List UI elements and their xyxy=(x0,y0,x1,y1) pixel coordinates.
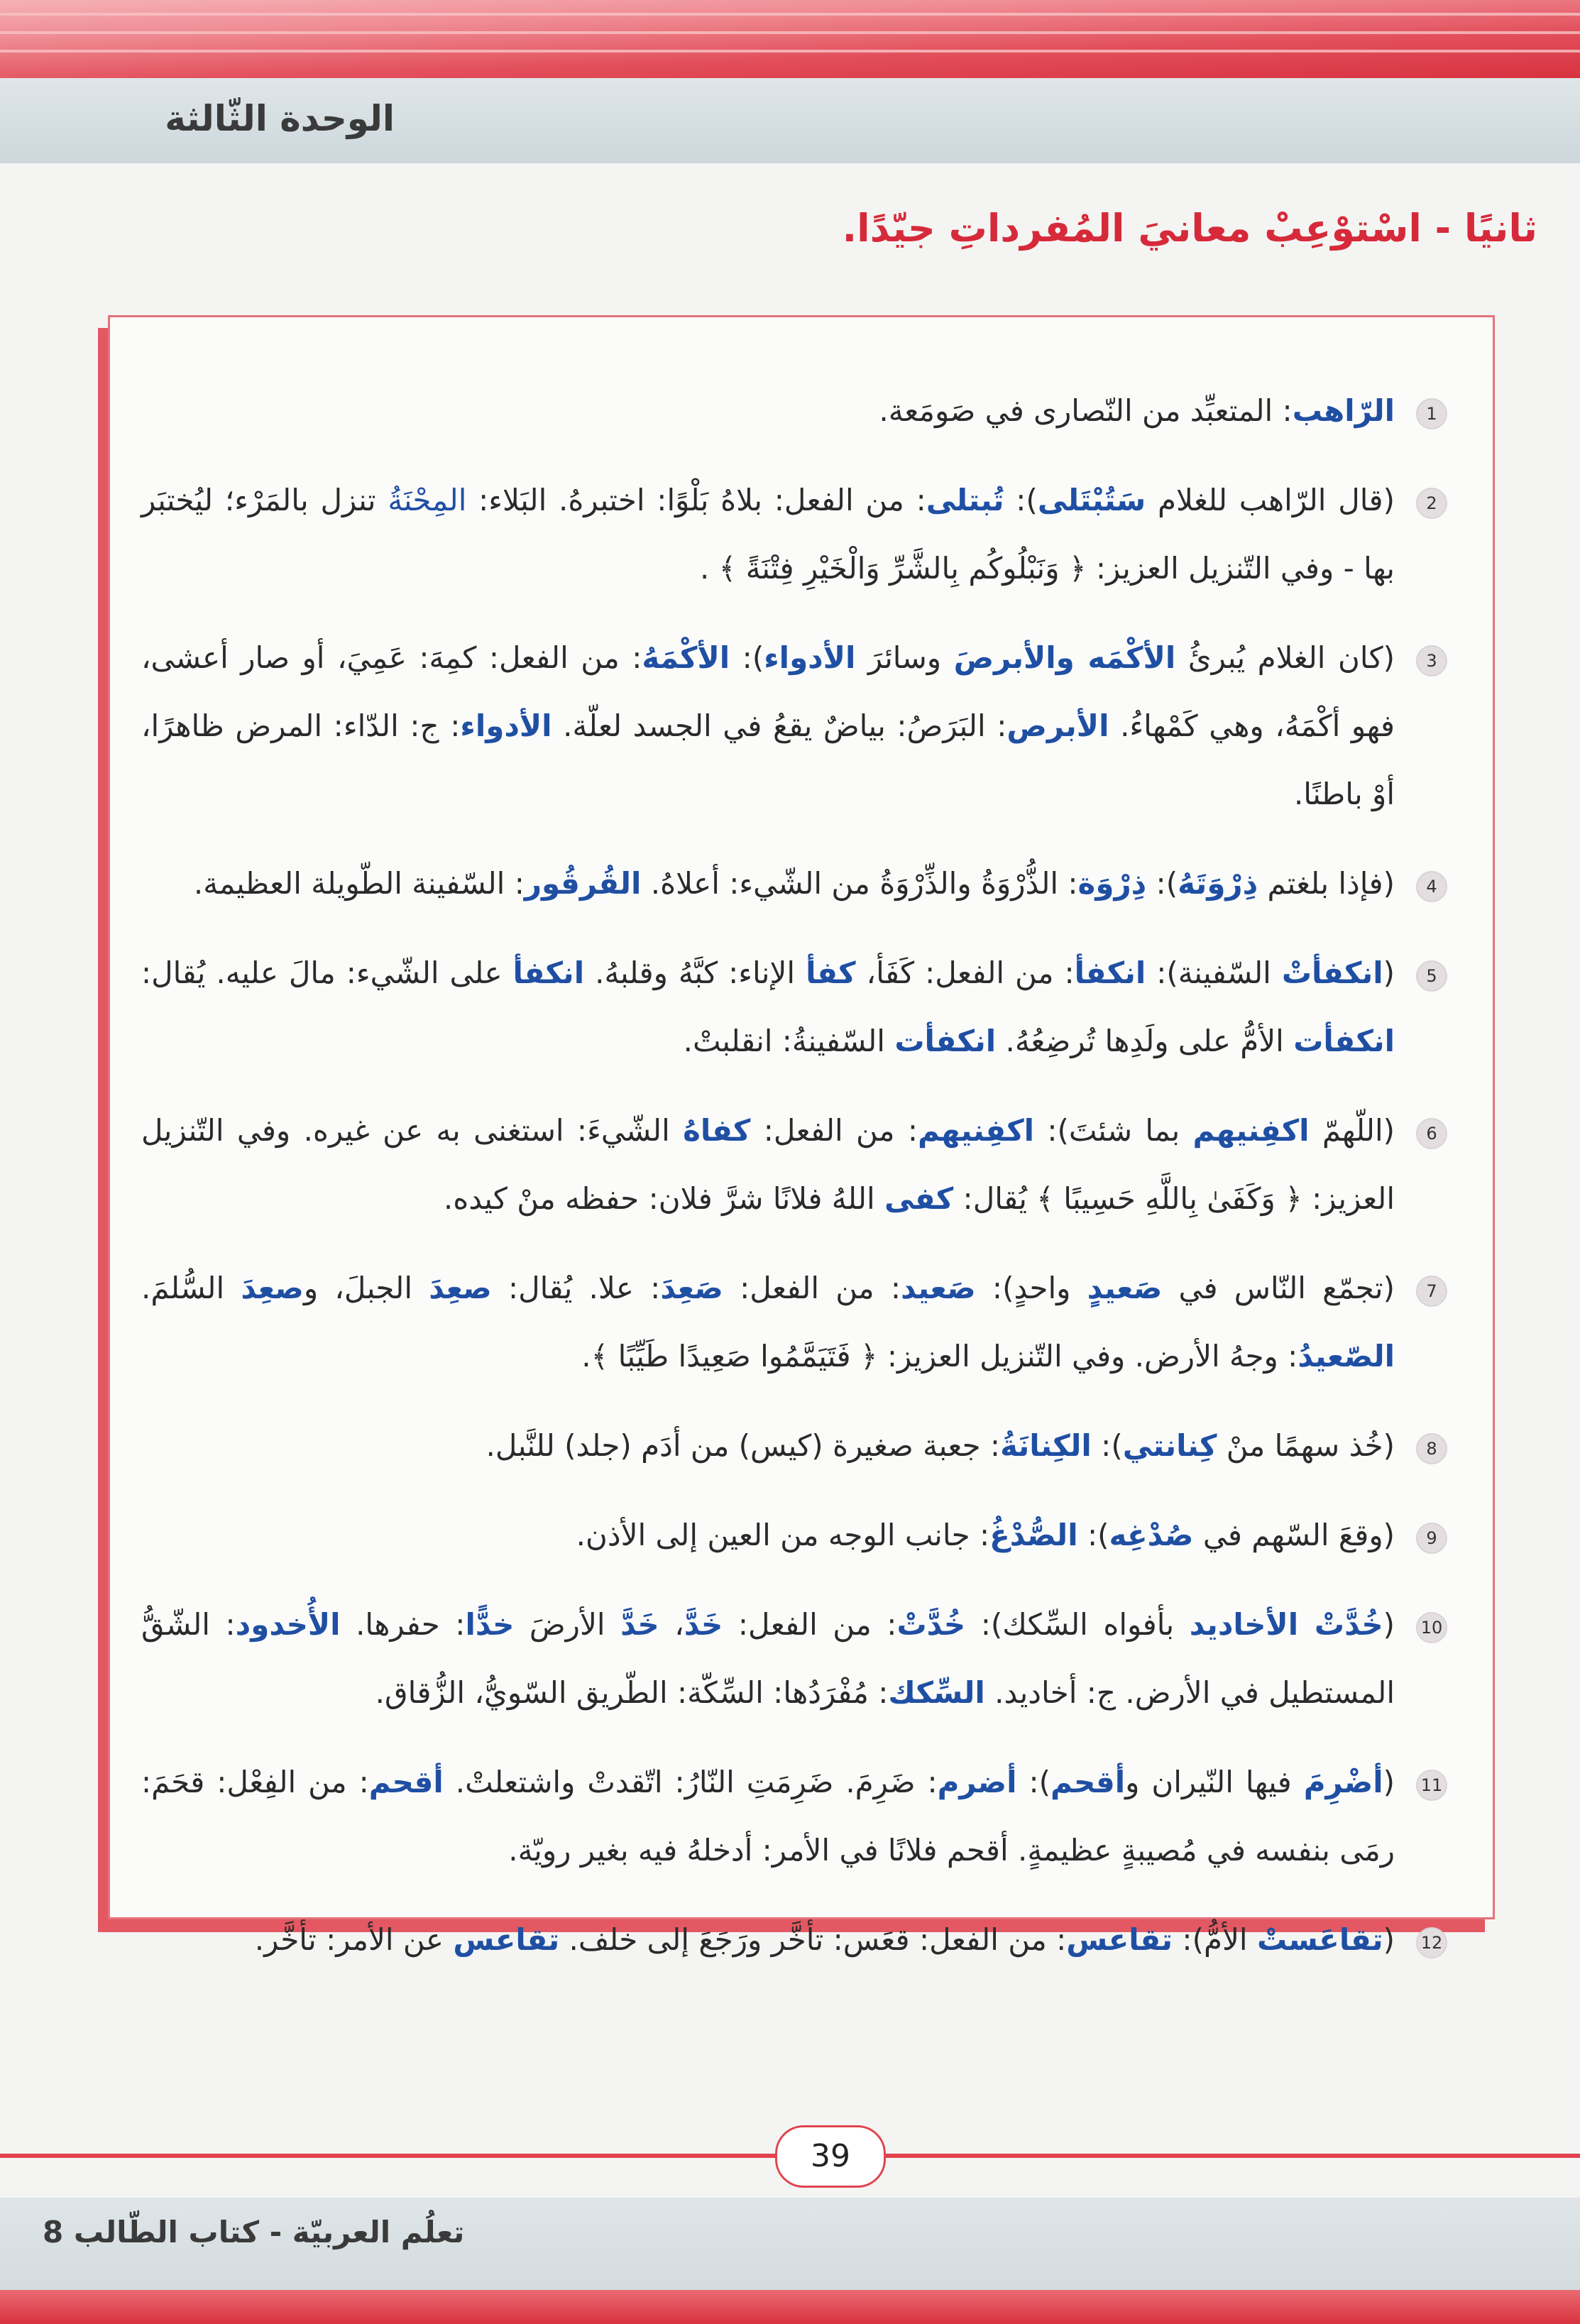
definition-text: : من الفعل: xyxy=(750,1113,918,1148)
vocabulary-item xyxy=(141,939,1447,1075)
page-number: 39 xyxy=(775,2125,886,2188)
keyword: اكفِنيهم xyxy=(918,1113,1035,1148)
definition-text: : البَرَصُ: بياضٌ يقعُ في الجسد لعلّة. xyxy=(552,708,1007,743)
keyword: المِحْنَةُ xyxy=(388,483,467,517)
item-text xyxy=(255,1922,1395,1957)
definition-text: : المتعبِّد من النّصارى في صَومَعة. xyxy=(879,393,1293,428)
keyword: تُبتلى xyxy=(926,483,1004,517)
keyword: ذِرْوَة xyxy=(1077,866,1147,901)
keyword: القُرقُور xyxy=(524,866,642,901)
definition-text: ): xyxy=(1146,866,1178,901)
book-title: تعلُم العربيّة - كتاب الطّالب 8 xyxy=(43,2215,465,2249)
definition-text: : مُفْرَدُها: السِّكّة: الطّريق السّويُّ، الزُّقاق. xyxy=(375,1675,889,1710)
definition-text: : حفرها. xyxy=(340,1607,466,1642)
keyword: كفأ xyxy=(806,955,856,990)
ribbon-stripe xyxy=(0,13,1580,16)
unit-title: الوحدة الثّالثة xyxy=(165,98,395,139)
keyword: انكفأ xyxy=(512,955,585,990)
item-number-badge: 8 xyxy=(1416,1433,1447,1464)
definition-text: ): xyxy=(1016,1765,1051,1799)
definition-text: الأمُّ على ولَدِها تُرضِعُهُ. xyxy=(996,1024,1294,1058)
keyword: تقاعس xyxy=(453,1922,560,1957)
vocabulary-item xyxy=(141,624,1447,828)
definition-text: : ج: الدّاء: المرض ظاهرًا، أوْ باطنًا. xyxy=(141,708,1395,811)
vocabulary-list xyxy=(141,377,1447,1995)
item-number-badge: 5 xyxy=(1416,960,1447,992)
item-text xyxy=(141,1271,1395,1374)
definition-text: السُّلمَ. xyxy=(141,1271,241,1305)
definition-text: الشّيءَ: استغنى به عن غيره. وفي التّنزيل العزيز: ﴿ xyxy=(141,1113,1395,1216)
ribbon-stripe xyxy=(0,50,1580,53)
definition-text: : علا. يُقال: xyxy=(491,1271,661,1305)
keyword: الرّاهب xyxy=(1292,393,1395,428)
footer-red-band xyxy=(0,2290,1580,2324)
vocabulary-item xyxy=(141,1906,1447,1974)
item-number-badge: 4 xyxy=(1416,871,1447,902)
keyword: أقحم xyxy=(1050,1765,1126,1799)
vocabulary-item xyxy=(141,466,1447,603)
definition-text: : ضَرِمَ. ضَرِمَتِ النّارُ: اتّقدتْ واشتعلتْ. xyxy=(443,1765,938,1799)
definition-text: (قال الرّاهب للغلام xyxy=(1146,483,1395,517)
item-text xyxy=(141,640,1395,811)
item-number-badge: 10 xyxy=(1416,1612,1447,1643)
keyword: الأدواء xyxy=(764,640,856,675)
keyword: كِنانتي xyxy=(1122,1428,1217,1463)
keyword: صعِدَ xyxy=(429,1271,492,1305)
definition-text: اللهُ فلانًا شرَّ فلان: حفظه منْ كيده. xyxy=(443,1181,885,1216)
definition-text: : الشّقُّ المستطيل في الأرض. ج: أخاديد. xyxy=(141,1607,1395,1710)
keyword: الكِنانَةُ xyxy=(1000,1428,1092,1463)
item-text xyxy=(141,955,1395,1058)
keyword: انكفأتْ xyxy=(1281,955,1383,990)
item-text xyxy=(141,1765,1395,1868)
keyword: الأُخدود xyxy=(235,1607,341,1642)
definition-text: السّفينة): xyxy=(1146,955,1282,990)
definition-text: ): xyxy=(730,640,764,675)
item-number-badge: 12 xyxy=(1416,1927,1447,1958)
keyword: صَعيد xyxy=(901,1271,976,1305)
quran-quote: وَنَبْلُوكُم بِالشَّرِّ وَالْخَيْرِ فِتْنَةً xyxy=(745,551,1060,586)
keyword: انكفأت xyxy=(1293,1024,1395,1058)
keyword: سَتُبْتَلى xyxy=(1037,483,1146,517)
item-number-badge: 7 xyxy=(1416,1276,1447,1307)
keyword: السِّكك xyxy=(888,1675,985,1710)
item-number-badge: 11 xyxy=(1416,1770,1447,1801)
definition-text: بما شئتَ): xyxy=(1034,1113,1193,1148)
definition-text: : وجهُ الأرض. وفي التّنزيل العزيز: ﴿ xyxy=(850,1339,1298,1374)
definition-text: : من الفعل: كمِهَ: عَمِيَ، أو صار أعشى، فهو أكْمَهُ، وهي كَمْهاءُ. xyxy=(141,640,1395,743)
definition-text: بأفواه السِّكك): xyxy=(965,1607,1190,1642)
keyword: أضرم xyxy=(937,1765,1017,1799)
keyword: كفاهُ xyxy=(683,1113,751,1148)
item-number-badge: 3 xyxy=(1416,645,1447,676)
item-text xyxy=(486,1428,1395,1463)
keyword: صعِدَ xyxy=(241,1271,304,1305)
definition-text: (تجمّع النّاس في xyxy=(1162,1271,1395,1305)
definition-text: (وقعَ السّهم في xyxy=(1193,1518,1395,1552)
keyword: خدًّا xyxy=(465,1607,515,1642)
item-text xyxy=(879,393,1395,428)
definition-text: واحدٍ): xyxy=(975,1271,1087,1305)
definition-text: : جانب الوجه من العين إلى الأذن. xyxy=(576,1518,990,1552)
keyword: خَدَّ xyxy=(684,1607,723,1642)
keyword: تقاعس xyxy=(1066,1922,1173,1957)
definition-text: (كان الغلام يُبرئُ xyxy=(1175,640,1395,675)
item-text xyxy=(141,483,1395,586)
definition-text: (فإذا بلغتم xyxy=(1258,866,1395,901)
definition-text: ﴾. xyxy=(581,1339,618,1374)
definition-text: ): xyxy=(1004,483,1038,517)
definition-text: الجبلَ، و xyxy=(303,1271,429,1305)
keyword: أضْرِمَ xyxy=(1303,1765,1383,1799)
definition-text: : السّفينة الطّويلة العظيمة. xyxy=(193,866,525,901)
definition-text: : جعبة صغيرة (كيس) من أدَم (جلد) للنَّبل. xyxy=(485,1428,1001,1463)
vocabulary-item xyxy=(141,1591,1447,1727)
keyword: تقاعَستْ xyxy=(1256,1922,1383,1957)
vocabulary-item xyxy=(141,1748,1447,1885)
definition-text: (اللّهمّ xyxy=(1309,1113,1395,1148)
definition-text: ): xyxy=(1077,1518,1109,1552)
definition-text: وسائرَ xyxy=(855,640,954,675)
vocabulary-item xyxy=(141,1501,1447,1569)
definition-text: ، xyxy=(659,1607,684,1642)
keyword: صَعيدٍ xyxy=(1087,1271,1163,1305)
quran-quote: وَكَفَىٰ بِاللَّهِ حَسِيبًا xyxy=(1063,1181,1275,1216)
definition-text: على الشّيء: مالَ عليه. يُقال: xyxy=(141,955,513,990)
definition-text: ( xyxy=(1383,955,1395,990)
keyword: صَعِدَ xyxy=(660,1271,723,1305)
keyword: انكفأ xyxy=(1074,955,1146,990)
vocabulary-item xyxy=(141,1097,1447,1233)
item-text xyxy=(576,1518,1395,1552)
definition-text: الإناء: كبَّهُ وقلبهُ. xyxy=(584,955,806,990)
keyword: ذِرْوَتَهُ xyxy=(1178,866,1258,901)
keyword: اكفِنيهم xyxy=(1192,1113,1310,1148)
keyword: خُدَّتْ الأخاديد xyxy=(1189,1607,1383,1642)
definition-text: ): xyxy=(1091,1428,1123,1463)
vocabulary-item xyxy=(141,850,1447,918)
definition-text: الأمُّ): xyxy=(1173,1922,1257,1957)
definition-text: السّفينةُ: انقلبتْ. xyxy=(683,1024,895,1058)
vocabulary-item xyxy=(141,377,1447,445)
keyword: الصُّدْغُ xyxy=(989,1518,1078,1552)
definition-text: : من الفعل: xyxy=(723,1271,901,1305)
definition-text: : من الفِعْل: قحَمَ: رمَى بنفسه في مُصيبةٍ عظيمةٍ. أقحم فلانًا في الأمر: أدخلهُ فيه بغير رويّة. xyxy=(141,1765,1395,1868)
definition-text: ( xyxy=(1383,1607,1395,1642)
definition-text: تنزل بالمَرْء؛ ليُختبَر بها - وفي التّنزيل العزيز: ﴿ xyxy=(141,483,1395,586)
ribbon-stripe xyxy=(0,31,1580,34)
keyword: الأكْمَهُ xyxy=(642,640,730,675)
item-number-badge: 9 xyxy=(1416,1523,1447,1554)
item-number-badge: 1 xyxy=(1416,398,1447,429)
item-number-badge: 2 xyxy=(1416,488,1447,519)
keyword: كفى xyxy=(884,1181,954,1216)
vocabulary-item xyxy=(141,1254,1447,1391)
definition-text: فيها النّيران و xyxy=(1125,1765,1304,1799)
definition-text: : الذُّرْوَةُ والذِّرْوَةُ من الشّيء: أعلاهُ. xyxy=(641,866,1078,901)
top-ribbon xyxy=(0,0,1580,78)
keyword: خَدَّ xyxy=(620,1607,659,1642)
keyword: الأكْمَه والأبرصَ xyxy=(953,640,1176,675)
definition-text: ﴾ يُقال: xyxy=(953,1181,1064,1216)
item-text xyxy=(194,866,1395,901)
keyword: انكفأت xyxy=(894,1024,997,1058)
item-text xyxy=(141,1113,1395,1216)
definition-text: ( xyxy=(1383,1922,1395,1957)
vocabulary-item xyxy=(141,1412,1447,1480)
section-heading: ثانيًا - اسْتوْعِبْ معانيَ المُفرداتِ جيّدًا. xyxy=(842,206,1537,251)
item-number-badge: 6 xyxy=(1416,1118,1447,1149)
definition-text: : من الفعل: قعَس: تأخَّر ورَجَعَ إلى خلف. xyxy=(559,1922,1067,1957)
keyword: خُدَّتْ xyxy=(896,1607,966,1642)
definition-text: الأرضَ xyxy=(514,1607,621,1642)
definition-text: : من الفعل: xyxy=(723,1607,897,1642)
definition-text: : من الفعل: بلاهُ بَلْوًا: اختبرهُ. البَلاء: xyxy=(466,483,926,517)
keyword: صُدْغِه xyxy=(1109,1518,1194,1552)
definition-text: : من الفعل: كَفَأ، xyxy=(855,955,1075,990)
keyword: الأدواء xyxy=(460,708,552,743)
definition-text: عن الأمر: تأخَّر. xyxy=(254,1922,454,1957)
definition-text: ﴾ . xyxy=(700,551,746,586)
definition-text: ( xyxy=(1383,1765,1395,1799)
vocabulary-box xyxy=(108,315,1495,1957)
definition-text: (خُذ سهمًا منْ xyxy=(1217,1428,1395,1463)
keyword: الأبرص xyxy=(1006,708,1109,743)
keyword: الصّعيدُ xyxy=(1298,1339,1395,1374)
item-text xyxy=(141,1607,1395,1710)
keyword: أقحم xyxy=(368,1765,444,1799)
quran-quote: فَتَيَمَّمُوا صَعِيدًا طَيِّبًا xyxy=(618,1339,851,1374)
